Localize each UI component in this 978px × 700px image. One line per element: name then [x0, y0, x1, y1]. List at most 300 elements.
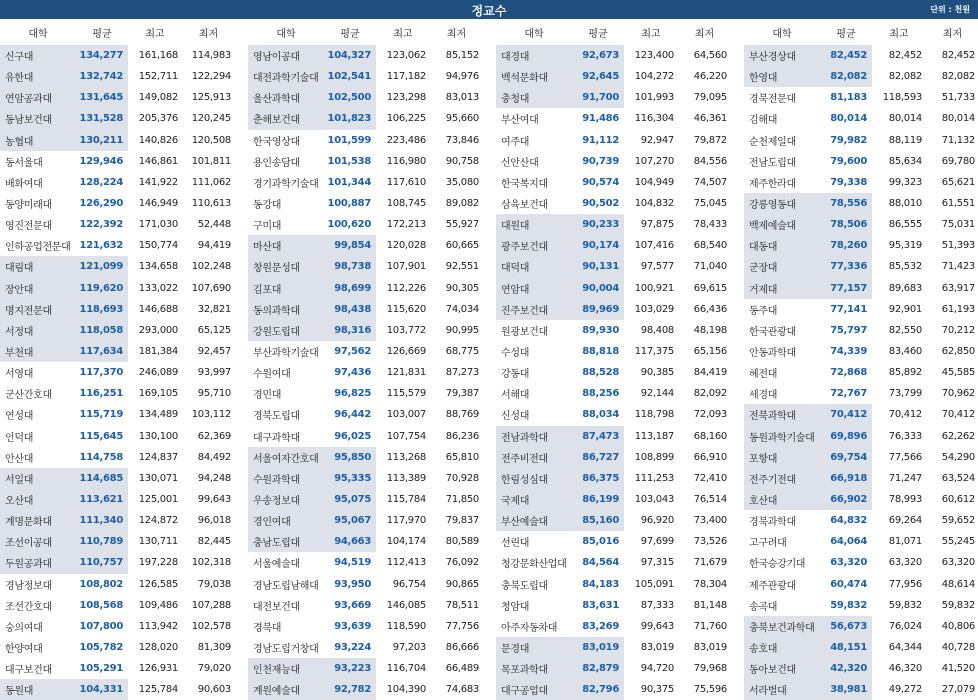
max-salary: 149,082	[138, 92, 178, 104]
max-salary: 115,784	[386, 494, 426, 506]
average-salary: 115,719	[79, 409, 123, 421]
table-row	[248, 45, 483, 66]
table-row	[496, 130, 731, 151]
average-salary: 66,918	[820, 468, 872, 489]
min-salary: 102,248	[191, 261, 231, 273]
header-avg: 평균	[588, 28, 608, 40]
max-salary: 107,270	[634, 155, 674, 167]
header-max: 최고	[641, 28, 661, 40]
min-salary: 79,837	[445, 515, 479, 527]
average-salary: 64,832	[830, 515, 867, 527]
university-name: 연암대	[496, 278, 572, 299]
average-salary: 80,014	[830, 113, 867, 125]
table-row	[496, 574, 731, 595]
table-row	[744, 299, 978, 320]
min-salary: 120,245	[191, 113, 231, 125]
university-name: 송곡대	[749, 601, 778, 613]
min-salary: 41,520	[941, 663, 975, 675]
average-salary: 110,757	[76, 552, 128, 573]
table-row	[248, 468, 483, 489]
table-row	[248, 130, 483, 151]
table-row	[0, 256, 235, 277]
table-row	[744, 447, 978, 468]
min-salary: 51,733	[941, 92, 975, 104]
max-salary: 99,323	[888, 176, 922, 188]
max-salary: 83,460	[888, 346, 922, 358]
min-salary: 72,093	[693, 409, 727, 421]
university-name: 아주자동차대	[501, 622, 558, 634]
average-salary: 93,639	[334, 620, 371, 632]
university-name: 송호대	[744, 637, 820, 658]
university-name: 한영대	[744, 66, 820, 87]
header-name: 대학	[524, 28, 544, 40]
min-salary: 75,031	[941, 219, 975, 231]
header-name: 대학	[276, 28, 296, 40]
university-name: 수성대	[501, 348, 530, 360]
table-row	[496, 616, 731, 637]
max-salary: 118,593	[882, 92, 922, 104]
min-salary: 61,193	[941, 303, 975, 315]
average-salary: 128,224	[79, 176, 123, 188]
min-salary: 62,369	[197, 430, 231, 442]
average-salary: 115,645	[79, 430, 123, 442]
table-row	[248, 341, 483, 362]
university-name: 혜전대	[749, 369, 778, 381]
max-salary: 197,228	[138, 557, 178, 569]
max-salary: 115,579	[386, 388, 426, 400]
table-row	[496, 87, 731, 108]
table-row	[248, 235, 483, 256]
min-salary: 62,262	[941, 430, 975, 442]
max-salary: 80,014	[888, 113, 922, 125]
university-name: 한국승강기대	[749, 559, 806, 571]
university-name: 전주비전대	[496, 447, 572, 468]
min-salary: 90,995	[445, 324, 479, 336]
max-salary: 125,001	[138, 494, 178, 506]
table-row	[0, 172, 235, 193]
min-salary: 74,507	[693, 176, 727, 188]
average-salary: 38,981	[820, 679, 872, 700]
max-salary: 130,100	[138, 430, 178, 442]
table-row	[0, 320, 235, 341]
university-name: 순천제일대	[749, 136, 796, 148]
average-salary: 83,631	[582, 599, 619, 611]
min-salary: 60,612	[941, 494, 975, 506]
university-name: 대동대	[744, 235, 820, 256]
average-salary: 99,854	[324, 235, 376, 256]
table-row	[0, 552, 235, 573]
header-max: 최고	[145, 28, 165, 40]
university-name: 청강문화산업대	[501, 559, 567, 571]
university-name: 대덕대	[496, 256, 572, 277]
min-salary: 62,850	[941, 346, 975, 358]
max-salary: 92,144	[640, 388, 674, 400]
max-salary: 134,658	[138, 261, 178, 273]
university-name: 인천재능대	[248, 658, 324, 679]
max-salary: 86,555	[888, 219, 922, 231]
table-row	[496, 108, 731, 129]
average-salary: 111,340	[76, 510, 128, 531]
header-avg: 평균	[340, 28, 360, 40]
table-row	[496, 679, 731, 700]
average-salary: 113,621	[76, 489, 128, 510]
average-salary: 121,632	[79, 240, 123, 252]
average-salary: 93,224	[334, 642, 371, 653]
max-salary: 64,344	[888, 642, 922, 653]
min-salary: 40,728	[941, 642, 975, 653]
min-salary: 72,410	[693, 472, 727, 484]
max-salary: 104,949	[634, 176, 674, 188]
min-salary: 120,508	[191, 134, 231, 146]
average-salary: 88,034	[582, 409, 619, 421]
min-salary: 79,038	[197, 578, 231, 590]
table-row	[496, 658, 731, 679]
max-salary: 63,320	[888, 557, 922, 569]
university-name: 동남보건대	[0, 108, 76, 129]
average-salary: 77,336	[820, 256, 872, 277]
table-row	[0, 108, 235, 129]
header-avg: 평균	[836, 28, 856, 40]
average-salary: 78,506	[820, 214, 872, 235]
min-salary: 59,832	[941, 599, 975, 611]
average-salary: 91,700	[572, 87, 624, 108]
max-salary: 113,268	[386, 451, 426, 463]
university-name: 목포과학대	[496, 658, 572, 679]
min-salary: 63,917	[941, 282, 975, 294]
table-row	[0, 531, 235, 552]
max-salary: 97,577	[640, 261, 674, 273]
university-name: 한양여대	[5, 644, 43, 655]
max-salary: 123,062	[386, 50, 426, 62]
average-salary: 92,645	[572, 66, 624, 87]
max-salary: 97,203	[392, 642, 426, 653]
average-salary: 121,099	[76, 256, 128, 277]
table-row	[496, 214, 731, 235]
average-salary: 101,823	[324, 108, 376, 129]
table-row	[0, 66, 235, 87]
min-salary: 65,810	[445, 451, 479, 463]
university-name: 동원과학기술대	[744, 426, 820, 447]
max-salary: 113,187	[634, 430, 674, 442]
university-name: 국제대	[496, 489, 572, 510]
table-row	[0, 447, 235, 468]
university-name: 두원공과대	[0, 552, 76, 573]
max-salary: 94,720	[640, 663, 674, 675]
table-row	[248, 299, 483, 320]
table-row	[744, 404, 978, 425]
average-salary: 77,141	[830, 303, 867, 315]
average-salary: 48,151	[820, 637, 872, 658]
max-salary: 293,000	[138, 324, 178, 336]
max-salary: 97,315	[640, 557, 674, 569]
min-salary: 71,040	[693, 261, 727, 273]
university-name: 대원대	[496, 214, 572, 235]
min-salary: 63,320	[941, 557, 975, 569]
max-salary: 134,489	[138, 409, 178, 421]
university-name: 충청대	[496, 87, 572, 108]
table-row	[744, 235, 978, 256]
min-salary: 48,198	[693, 324, 727, 336]
table-row	[248, 383, 483, 404]
university-name: 인덕대	[5, 432, 34, 444]
min-salary: 87,273	[445, 367, 479, 379]
table-row	[0, 658, 235, 679]
min-salary: 95,660	[445, 113, 479, 125]
university-name: 서영대	[5, 369, 34, 381]
table-column-1	[0, 19, 235, 700]
average-salary: 98,438	[324, 299, 376, 320]
table-row	[248, 595, 483, 616]
average-salary: 98,699	[324, 278, 376, 299]
min-salary: 79,020	[197, 663, 231, 675]
table-row	[496, 278, 731, 299]
table-row	[248, 362, 483, 383]
average-salary: 107,800	[79, 620, 123, 632]
max-salary: 109,486	[138, 599, 178, 611]
header-min: 최저	[446, 28, 467, 40]
table-row	[0, 278, 235, 299]
table-row	[744, 278, 978, 299]
min-salary: 86,236	[445, 430, 479, 442]
min-salary: 111,062	[191, 176, 231, 188]
table-row	[744, 130, 978, 151]
table-row	[248, 320, 483, 341]
max-salary: 83,019	[640, 642, 674, 653]
max-salary: 100,921	[634, 282, 674, 294]
column-header	[496, 19, 731, 45]
university-name: 인하공업전문대	[5, 242, 71, 254]
max-salary: 117,610	[386, 176, 426, 188]
average-salary: 97,436	[334, 367, 371, 379]
university-name: 포항대	[744, 447, 820, 468]
max-salary: 172,213	[386, 219, 426, 231]
min-salary: 51,393	[941, 240, 975, 252]
table-row	[0, 214, 235, 235]
average-salary: 95,335	[324, 468, 376, 489]
max-salary: 107,754	[386, 430, 426, 442]
average-salary: 88,256	[582, 388, 619, 400]
average-salary: 91,486	[582, 113, 619, 125]
university-name: 안산대	[5, 453, 34, 465]
table-row	[744, 362, 978, 383]
university-name: 경인여대	[248, 510, 324, 531]
max-salary: 146,085	[386, 599, 426, 611]
university-name: 부산과학기술대	[253, 348, 319, 360]
max-salary: 104,174	[386, 536, 426, 548]
max-salary: 181,384	[138, 346, 178, 358]
table-row	[0, 426, 235, 447]
min-salary: 82,092	[693, 388, 727, 400]
university-name: 대구과학대	[253, 432, 300, 444]
max-salary: 117,375	[634, 346, 674, 358]
min-salary: 90,865	[445, 578, 479, 590]
min-salary: 59,652	[941, 515, 975, 527]
average-salary: 90,502	[582, 198, 619, 210]
max-salary: 76,024	[888, 620, 922, 632]
average-salary: 79,982	[830, 134, 867, 146]
table-row	[496, 552, 731, 573]
table-row	[248, 679, 483, 700]
min-salary: 80,589	[445, 536, 479, 548]
university-name: 충북보건과학대	[744, 616, 820, 637]
average-salary: 63,320	[830, 557, 867, 569]
max-salary: 97,699	[640, 536, 674, 548]
university-name: 전남도립대	[749, 157, 796, 169]
university-name: 신구대	[0, 45, 76, 66]
university-name: 대전보건대	[253, 601, 300, 613]
average-salary: 78,556	[820, 193, 872, 214]
university-name: 명지전문대	[0, 299, 76, 320]
table-row	[744, 616, 978, 637]
table-row	[248, 214, 483, 235]
min-salary: 81,148	[693, 599, 727, 611]
max-salary: 169,105	[138, 388, 178, 400]
max-salary: 116,980	[386, 155, 426, 167]
table-row	[0, 299, 235, 320]
max-salary: 98,408	[640, 324, 674, 336]
min-salary: 94,248	[197, 472, 231, 484]
header-name: 대학	[28, 28, 48, 40]
table-row	[744, 531, 978, 552]
average-salary: 69,896	[820, 426, 872, 447]
table-column-3	[496, 19, 731, 700]
university-name: 조선간호대	[5, 601, 52, 613]
university-name: 우송정보대	[248, 489, 324, 510]
average-salary: 82,879	[572, 658, 624, 679]
min-salary: 69,780	[941, 155, 975, 167]
min-salary: 94,419	[197, 240, 231, 252]
max-salary: 81,071	[888, 536, 922, 548]
average-salary: 131,645	[76, 87, 128, 108]
max-salary: 96,754	[392, 578, 426, 590]
table-row	[744, 489, 978, 510]
average-salary: 84,564	[582, 557, 619, 569]
max-salary: 103,029	[634, 303, 674, 315]
min-salary: 48,614	[941, 578, 975, 590]
average-salary: 134,277	[76, 45, 128, 66]
average-salary: 102,541	[324, 66, 376, 87]
max-salary: 118,590	[386, 620, 426, 632]
university-name: 백제예술대	[744, 214, 820, 235]
university-name: 군산간호대	[5, 390, 52, 402]
max-salary: 95,319	[888, 240, 922, 252]
table-row	[496, 45, 731, 66]
university-name: 수원여대	[253, 369, 291, 381]
max-salary: 130,071	[138, 472, 178, 484]
average-salary: 92,782	[324, 679, 376, 700]
max-salary: 161,168	[138, 50, 178, 62]
table-title: 정교수	[471, 4, 507, 18]
university-name: 강원도립대	[248, 320, 324, 341]
min-salary: 88,769	[445, 409, 479, 421]
max-salary: 104,832	[634, 198, 674, 210]
university-name: 경남도립거창대	[253, 644, 319, 655]
min-salary: 92,457	[197, 346, 231, 358]
average-salary: 90,004	[572, 278, 624, 299]
average-salary: 89,969	[572, 299, 624, 320]
university-name: 영진전문대	[5, 221, 52, 233]
min-salary: 95,710	[197, 388, 231, 400]
table-row	[248, 193, 483, 214]
min-salary: 79,387	[445, 388, 479, 400]
max-salary: 92,947	[640, 134, 674, 146]
average-salary: 94,663	[324, 531, 376, 552]
average-salary: 59,832	[830, 599, 867, 611]
table-row	[744, 320, 978, 341]
max-salary: 85,532	[888, 261, 922, 273]
table-row	[248, 658, 483, 679]
university-name: 농협대	[0, 130, 76, 151]
university-name: 동원대	[0, 679, 76, 700]
average-salary: 104,327	[324, 45, 376, 66]
university-name: 부산예술대	[496, 510, 572, 531]
university-name: 부천대	[0, 341, 76, 362]
min-salary: 66,436	[693, 303, 727, 315]
university-name: 동강대	[253, 200, 282, 212]
university-name: 경북대	[253, 622, 282, 634]
max-salary: 106,225	[386, 113, 426, 125]
university-name: 동양미래대	[5, 200, 52, 212]
average-salary: 90,233	[572, 214, 624, 235]
max-salary: 117,970	[386, 515, 426, 527]
table-row	[496, 172, 731, 193]
max-salary: 124,837	[138, 451, 178, 463]
average-salary: 117,634	[76, 341, 128, 362]
university-name: 고구려대	[749, 538, 787, 550]
table-row	[496, 362, 731, 383]
max-salary: 112,226	[386, 282, 426, 294]
average-salary: 83,019	[572, 637, 624, 658]
max-salary: 90,375	[640, 684, 674, 696]
max-salary: 113,942	[138, 620, 178, 632]
university-name: 구미대	[253, 221, 282, 233]
min-salary: 70,212	[941, 324, 975, 336]
average-salary: 82,452	[820, 45, 872, 66]
university-name: 장안대	[0, 278, 76, 299]
university-name: 마산대	[248, 235, 324, 256]
min-salary: 84,492	[197, 451, 231, 463]
average-salary: 114,758	[79, 451, 123, 463]
university-name: 거제대	[744, 278, 820, 299]
table-row	[744, 45, 978, 66]
max-salary: 70,412	[888, 409, 922, 421]
average-salary: 119,620	[76, 278, 128, 299]
university-name: 원광보건대	[501, 326, 548, 338]
table-row	[0, 468, 235, 489]
table-row	[0, 616, 235, 637]
max-salary: 104,390	[386, 684, 426, 696]
table-row	[248, 108, 483, 129]
university-name: 경남정보대	[5, 580, 52, 592]
max-salary: 87,333	[640, 599, 674, 611]
max-salary: 113,389	[386, 472, 426, 484]
university-name: 경북전문대	[749, 94, 796, 106]
table-row	[744, 172, 978, 193]
average-salary: 90,131	[572, 256, 624, 277]
average-salary: 87,473	[572, 426, 624, 447]
table-row	[0, 362, 235, 383]
university-name: 선린대	[501, 538, 530, 550]
average-salary: 85,160	[572, 510, 624, 531]
average-salary: 79,338	[830, 176, 867, 188]
min-salary: 71,850	[445, 494, 479, 506]
min-salary: 114,983	[191, 50, 231, 62]
min-salary: 82,082	[941, 71, 975, 83]
min-salary: 70,962	[941, 388, 975, 400]
university-name: 안동과학대	[749, 348, 796, 360]
university-name: 청암대	[501, 601, 530, 613]
table-row	[496, 66, 731, 87]
